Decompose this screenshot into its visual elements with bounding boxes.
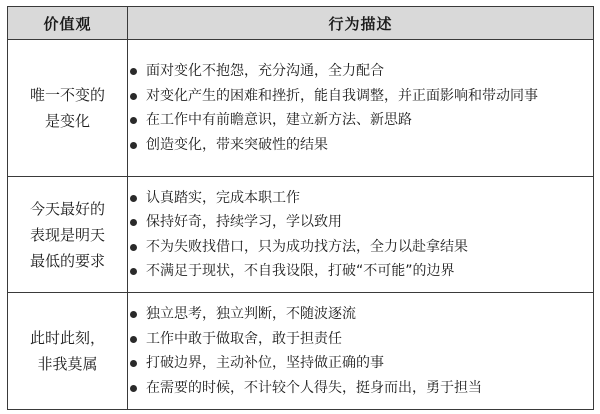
behavior-list xyxy=(128,186,593,284)
table-row xyxy=(8,40,594,177)
value-line: 此时此刻， xyxy=(29,329,105,347)
behavior-text: 认真踏实，完成本职工作 xyxy=(146,189,300,206)
value-line: 表现是明天 xyxy=(29,225,105,244)
behavior-cell xyxy=(128,177,594,293)
header-row xyxy=(8,7,594,40)
bullet-dot-icon xyxy=(130,93,137,100)
bullet-dot-icon xyxy=(130,219,137,226)
list-item xyxy=(128,376,593,401)
bullet-dot-icon xyxy=(130,68,137,75)
value-cell xyxy=(8,177,128,293)
behavior-cell xyxy=(128,40,594,177)
behavior-list xyxy=(128,59,593,157)
bullet-dot-icon xyxy=(130,385,137,392)
list-item xyxy=(128,84,593,109)
behavior-text: 在工作中有前瞻意识，建立新方法、新思路 xyxy=(146,112,412,128)
behavior-text: 创造变化，带来突破性的结果 xyxy=(146,136,328,153)
list-item xyxy=(128,108,593,133)
behavior-text: 打破边界，主动补位，坚持做正确的事 xyxy=(146,355,384,371)
bullet-dot-icon xyxy=(130,311,137,318)
behavior-text: 在需要的时候，不计较个人得失，挺身而出，勇于担当 xyxy=(146,379,482,396)
value-line: 是变化 xyxy=(44,112,90,130)
behavior-text: 不为失败找借口，只为成功找方法，全力以赴拿结果 xyxy=(146,238,468,255)
bullet-dot-icon xyxy=(130,117,137,124)
list-item xyxy=(128,351,593,376)
list-item xyxy=(128,302,593,327)
header-value: 价值观 xyxy=(8,7,128,40)
behavior-text: 独立思考，独立判断，不随波逐流 xyxy=(146,306,356,322)
behavior-text: 对变化产生的困难和挫折，能自我调整，并正面影响和带动同事 xyxy=(146,87,538,104)
values-table xyxy=(7,6,594,410)
behavior-text: 保持好奇，持续学习，学以致用 xyxy=(146,214,342,230)
behavior-cell xyxy=(128,293,594,410)
bullet-dot-icon xyxy=(130,360,137,367)
bullet-dot-icon xyxy=(130,268,137,275)
list-item xyxy=(128,133,593,158)
list-item xyxy=(128,259,593,284)
value-line: 非我莫属 xyxy=(37,355,98,373)
bullet-dot-icon xyxy=(130,244,137,251)
bullet-dot-icon xyxy=(130,195,137,202)
bullet-dot-icon xyxy=(130,336,137,343)
bullet-dot-icon xyxy=(130,142,137,149)
list-item xyxy=(128,210,593,235)
behavior-text: 不满足于现状，不自我设限，打破“不可能”的边界 xyxy=(146,263,455,279)
header-description: 行为描述 xyxy=(128,7,594,40)
behavior-text: 工作中敢于做取舍，敢于担责任 xyxy=(146,330,342,347)
value-line: 今天最好的 xyxy=(29,199,105,218)
list-item xyxy=(128,59,593,84)
list-item xyxy=(128,235,593,260)
table-row xyxy=(8,177,594,293)
table-row xyxy=(8,293,594,410)
value-line: 唯一不变的 xyxy=(29,86,105,104)
list-item xyxy=(128,186,593,211)
behavior-list xyxy=(128,302,593,400)
behavior-text: 面对变化不抱怨，充分沟通，全力配合 xyxy=(146,63,384,79)
value-cell xyxy=(8,293,128,410)
table-header xyxy=(8,7,594,40)
value-line: 最低的要求 xyxy=(29,251,105,270)
list-item xyxy=(128,327,593,352)
value-cell xyxy=(8,40,128,177)
